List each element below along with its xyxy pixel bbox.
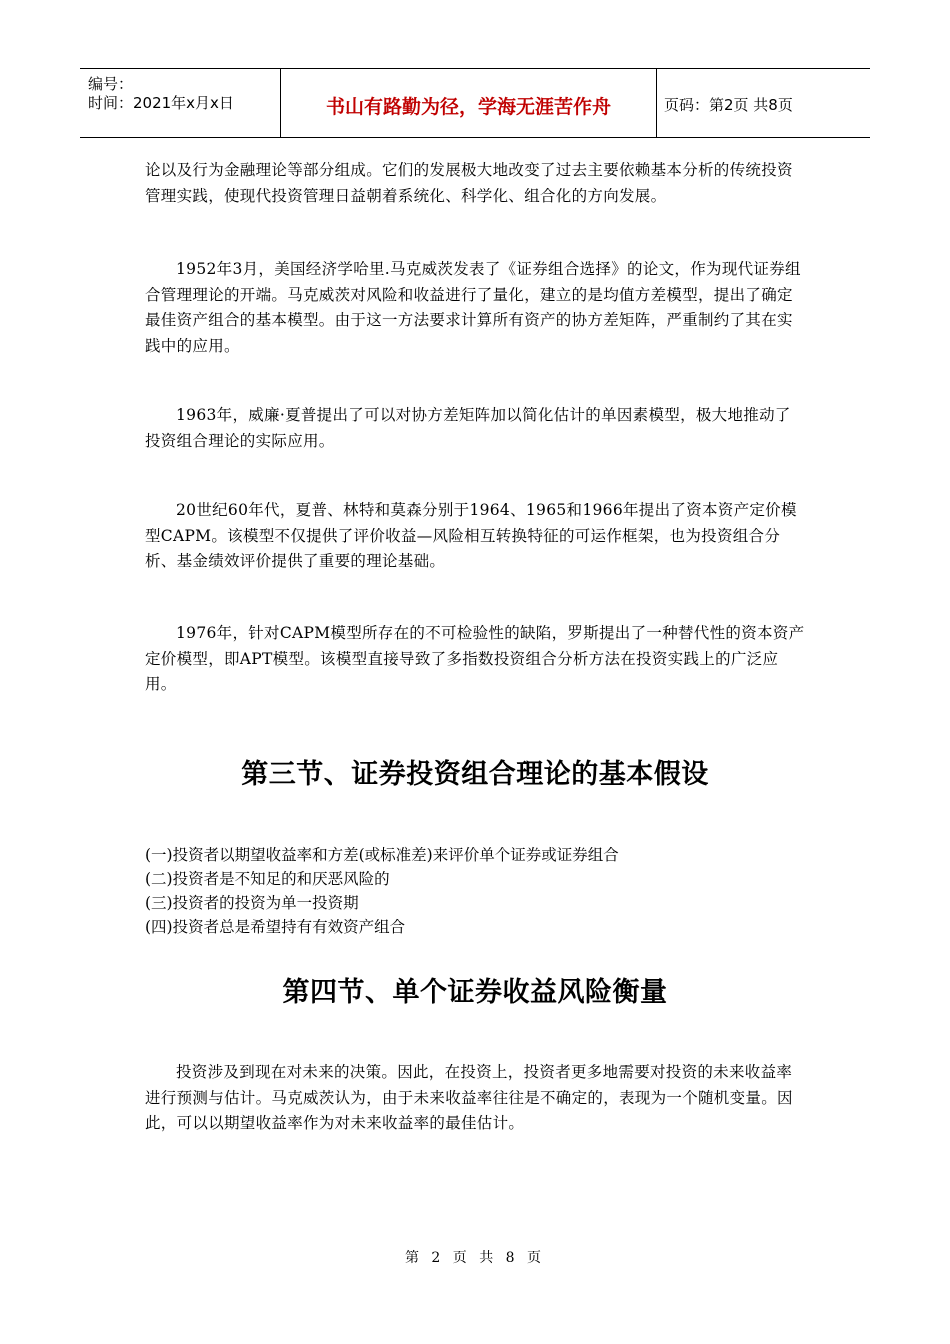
header-page-code: 页码：第2页 共8页 xyxy=(664,96,793,114)
paragraph-markowitz: 1952年3月，美国经济学哈里.马克威茨发表了《证券组合选择》的论文，作为现代证券组合管理理论的开端。马克威茨对风险和收益进行了量化，建立的是均值方差模型，提出了确定最佳资产组合的基本模型。由于这一方法要求计算所有资产的协方差矩阵，严重制约了其在实践中的应用。 xyxy=(145,260,801,355)
header-middle-cell xyxy=(280,69,657,137)
header-left-cell xyxy=(80,69,280,137)
page-footer: 第 2 页 共 8 页 xyxy=(404,1250,546,1266)
document-number-label: 编号： xyxy=(88,75,134,93)
document-time-label: 时间：2021年x月x日 xyxy=(88,94,234,112)
header-motto: 书山有路勤为径，学海无涯苦作舟 xyxy=(325,96,611,118)
paragraph-sharpe: 1963年，威廉·夏普提出了可以对协方差矩阵加以简化估计的单因素模型，极大地推动了投资组合理论的实际应用。 xyxy=(145,406,791,450)
section-3-title: 第三节、证券投资组合理论的基本假设 xyxy=(241,759,709,790)
assumption-item: (二)投资者是不知足的和厌恶风险的 xyxy=(145,870,390,888)
header-right-cell xyxy=(656,69,870,137)
assumption-item: (三)投资者的投资为单一投资期 xyxy=(145,894,359,912)
paragraph-capm: 20世纪60年代，夏普、林特和莫森分别于1964、1965和1966年提出了资本资产定价模型CAPM。该模型不仅提供了评价收益—风险相互转换特征的可运作框架，也为投资组合分析、基金绩效评价提供了重要的理论基础。 xyxy=(145,501,797,570)
paragraph-continuation: 论以及行为金融理论等部分组成。它们的发展极大地改变了过去主要依赖基本分析的传统投资管理实践，使现代投资管理日益朝着系统化、科学化、组合化的方向发展。 xyxy=(145,161,793,205)
paragraph-apt: 1976年，针对CAPM模型所存在的不可检验性的缺陷，罗斯提出了一种替代性的资本资产定价模型，即APT模型。该模型直接导致了多指数投资组合分析方法在投资实践上的广泛应用。 xyxy=(145,624,805,693)
assumption-item: (四)投资者总是希望持有有效资产组合 xyxy=(145,918,406,936)
page-header xyxy=(80,68,870,138)
paragraph-expected-return: 投资涉及到现在对未来的决策。因此，在投资上，投资者更多地需要对投资的未来收益率进行预测与估计。马克威茨认为，由于未来收益率往往是不确定的，表现为一个随机变量。因此，可以以期望收益率作为对未来收益率的最佳估计。 xyxy=(145,1063,793,1132)
section-4-title: 第四节、单个证券收益风险衡量 xyxy=(282,977,668,1008)
assumption-item: (一)投资者以期望收益率和方差(或标准差)来评价单个证券或证券组合 xyxy=(145,846,619,864)
